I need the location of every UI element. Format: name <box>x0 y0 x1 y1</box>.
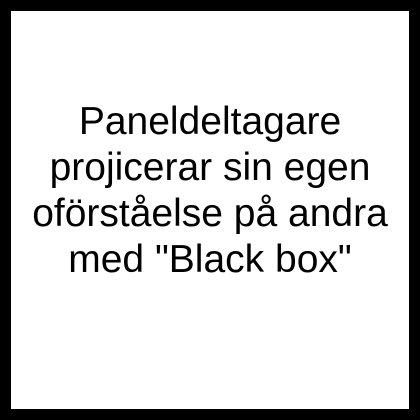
caption-line-2: projicerar sin egen <box>49 146 371 189</box>
caption-line-4: med "Black box" <box>68 238 352 281</box>
caption-text <box>22 99 398 283</box>
caption-line-1: Paneldeltagare <box>78 100 342 143</box>
caption-line-3: oförståelse på andra <box>32 192 388 235</box>
